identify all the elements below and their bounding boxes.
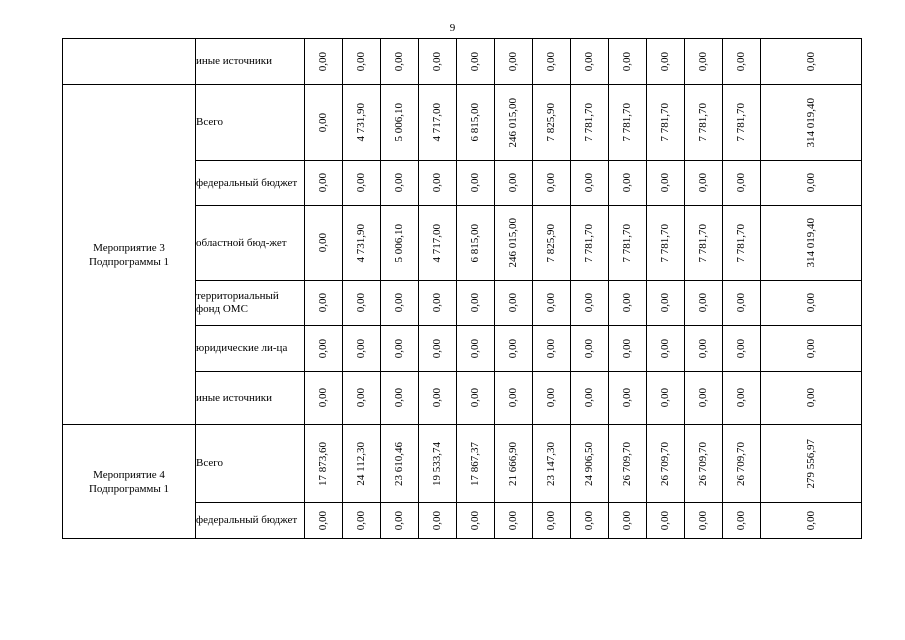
value-text: 0,00 — [469, 293, 481, 313]
value-text: 0,00 — [317, 510, 329, 531]
year-value-cell — [647, 39, 685, 85]
value-text: 0,00 — [583, 173, 595, 193]
year-value-cell — [571, 206, 609, 281]
value-text: 4 717,00 — [431, 103, 443, 142]
value-text: 6 815,00 — [469, 103, 481, 142]
year-value-cell — [571, 503, 609, 539]
value-text: 23 147,30 — [545, 441, 557, 486]
funding-source-cell: территориальный фонд ОМС — [196, 281, 305, 326]
year-value-cell — [533, 161, 571, 206]
event-name-cell: Мероприятие 4 Подпрограммы 1 — [63, 425, 196, 539]
year-value-cell — [305, 372, 343, 425]
year-value-cell — [723, 206, 761, 281]
year-value-cell — [305, 281, 343, 326]
year-value-cell — [533, 425, 571, 503]
value-text: 0,00 — [659, 388, 671, 408]
value-text: 7 825,90 — [545, 223, 557, 263]
year-value-cell — [419, 161, 457, 206]
value-text: 26 709,70 — [659, 441, 671, 486]
value-text: 246 015,00 — [507, 97, 519, 148]
value-text: 0,00 — [393, 51, 405, 72]
value-text: 0,00 — [621, 173, 633, 193]
value-text: 0,00 — [431, 293, 443, 313]
value-text: 0,00 — [393, 510, 405, 531]
year-value-cell — [609, 326, 647, 372]
value-text: 0,00 — [735, 338, 747, 359]
year-value-cell — [343, 425, 381, 503]
budget-table — [62, 38, 862, 539]
total-value-cell — [761, 39, 862, 85]
year-value-cell — [495, 503, 533, 539]
year-value-cell — [647, 85, 685, 161]
value-text: 17 867,37 — [469, 441, 481, 486]
year-value-cell — [495, 425, 533, 503]
year-value-cell — [609, 425, 647, 503]
value-text: 0,00 — [659, 293, 671, 313]
year-value-cell — [723, 372, 761, 425]
value-text: 0,00 — [545, 338, 557, 359]
year-value-cell — [723, 425, 761, 503]
value-text: 0,00 — [431, 388, 443, 408]
value-text: 0,00 — [659, 173, 671, 193]
value-text: 279 556,97 — [804, 438, 817, 489]
value-text: 7 781,70 — [659, 103, 671, 142]
value-text: 0,00 — [735, 173, 747, 193]
year-value-cell — [419, 372, 457, 425]
value-text: 0,00 — [659, 510, 671, 531]
value-text: 7 781,70 — [621, 103, 633, 142]
value-text: 6 815,00 — [469, 223, 481, 263]
value-text: 7 825,90 — [545, 103, 557, 142]
value-text: 0,00 — [431, 510, 443, 531]
value-text: 0,00 — [507, 293, 519, 313]
year-value-cell — [571, 161, 609, 206]
year-value-cell — [533, 39, 571, 85]
funding-source-cell: иные источники — [196, 372, 305, 425]
funding-source-cell: федеральный бюджет — [196, 503, 305, 539]
value-text: 0,00 — [393, 388, 405, 408]
year-value-cell — [419, 503, 457, 539]
value-text: 7 781,70 — [735, 103, 747, 142]
value-text: 4 731,90 — [355, 103, 367, 142]
value-text: 0,00 — [735, 388, 747, 408]
value-text: 0,00 — [621, 388, 633, 408]
value-text: 0,00 — [804, 388, 817, 408]
value-text: 0,00 — [659, 51, 671, 72]
value-text: 0,00 — [355, 388, 367, 408]
year-value-cell — [647, 326, 685, 372]
year-value-cell — [343, 39, 381, 85]
event-name-cell: Мероприятие 3 Подпрограммы 1 — [63, 85, 196, 425]
year-value-cell — [343, 503, 381, 539]
year-value-cell — [343, 372, 381, 425]
value-text: 24 112,30 — [355, 441, 367, 486]
year-value-cell — [723, 503, 761, 539]
year-value-cell — [723, 326, 761, 372]
funding-source-cell: Всего — [196, 85, 305, 161]
year-value-cell — [647, 281, 685, 326]
year-value-cell — [647, 425, 685, 503]
value-text: 0,00 — [507, 510, 519, 531]
value-text: 0,00 — [431, 338, 443, 359]
value-text: 0,00 — [621, 510, 633, 531]
year-value-cell — [381, 425, 419, 503]
value-text: 0,00 — [621, 338, 633, 359]
total-value-cell — [761, 425, 862, 503]
value-text: 0,00 — [469, 173, 481, 193]
year-value-cell — [381, 85, 419, 161]
value-text: 26 709,70 — [621, 441, 633, 486]
total-value-cell — [761, 503, 862, 539]
value-text: 0,00 — [431, 51, 443, 72]
value-text: 0,00 — [804, 51, 817, 72]
total-value-cell — [761, 161, 862, 206]
year-value-cell — [305, 503, 343, 539]
value-text: 0,00 — [583, 51, 595, 72]
year-value-cell — [381, 503, 419, 539]
year-value-cell — [495, 39, 533, 85]
value-text: 0,00 — [583, 388, 595, 408]
value-text: 0,00 — [735, 51, 747, 72]
year-value-cell — [609, 503, 647, 539]
year-value-cell — [571, 372, 609, 425]
year-value-cell — [723, 161, 761, 206]
value-text: 0,00 — [507, 173, 519, 193]
year-value-cell — [381, 39, 419, 85]
year-value-cell — [305, 326, 343, 372]
value-text: 0,00 — [317, 388, 329, 408]
value-text: 314 019,40 — [804, 97, 817, 148]
value-text: 0,00 — [804, 338, 817, 359]
value-text: 7 781,70 — [697, 223, 709, 263]
value-text: 0,00 — [431, 173, 443, 193]
value-text: 5 006,10 — [393, 103, 405, 142]
value-text: 0,00 — [697, 51, 709, 72]
total-value-cell — [761, 85, 862, 161]
value-text: 7 781,70 — [583, 223, 595, 263]
value-text: 0,00 — [317, 293, 329, 313]
year-value-cell — [609, 281, 647, 326]
year-value-cell — [533, 85, 571, 161]
year-value-cell — [305, 206, 343, 281]
value-text: 19 533,74 — [431, 441, 443, 486]
year-value-cell — [305, 39, 343, 85]
value-text: 0,00 — [621, 293, 633, 313]
year-value-cell — [685, 206, 723, 281]
year-value-cell — [533, 503, 571, 539]
year-value-cell — [495, 326, 533, 372]
year-value-cell — [419, 281, 457, 326]
year-value-cell — [609, 372, 647, 425]
year-value-cell — [495, 281, 533, 326]
year-value-cell — [381, 161, 419, 206]
year-value-cell — [571, 425, 609, 503]
year-value-cell — [723, 85, 761, 161]
year-value-cell — [457, 39, 495, 85]
value-text: 0,00 — [317, 338, 329, 359]
year-value-cell — [381, 372, 419, 425]
value-text: 0,00 — [545, 510, 557, 531]
value-text: 0,00 — [583, 510, 595, 531]
value-text: 0,00 — [393, 173, 405, 193]
year-value-cell — [571, 39, 609, 85]
value-text: 0,00 — [804, 510, 817, 531]
value-text: 23 610,46 — [393, 441, 405, 486]
value-text: 246 015,00 — [507, 218, 519, 268]
table-row — [63, 85, 862, 161]
value-text: 0,00 — [317, 173, 329, 193]
value-text: 5 006,10 — [393, 223, 405, 263]
year-value-cell — [685, 372, 723, 425]
year-value-cell — [609, 161, 647, 206]
year-value-cell — [419, 425, 457, 503]
year-value-cell — [457, 161, 495, 206]
value-text: 0,00 — [393, 293, 405, 313]
funding-source-cell: Всего — [196, 425, 305, 503]
year-value-cell — [495, 372, 533, 425]
year-value-cell — [571, 326, 609, 372]
year-value-cell — [419, 85, 457, 161]
value-text: 7 781,70 — [659, 223, 671, 263]
year-value-cell — [457, 85, 495, 161]
funding-source-cell: федеральный бюджет — [196, 161, 305, 206]
value-text: 7 781,70 — [583, 103, 595, 142]
value-text: 0,00 — [545, 51, 557, 72]
year-value-cell — [685, 425, 723, 503]
year-value-cell — [495, 85, 533, 161]
value-text: 0,00 — [355, 173, 367, 193]
year-value-cell — [457, 281, 495, 326]
value-text: 0,00 — [659, 338, 671, 359]
year-value-cell — [419, 206, 457, 281]
year-value-cell — [533, 326, 571, 372]
year-value-cell — [609, 85, 647, 161]
year-value-cell — [381, 326, 419, 372]
funding-source-cell: иные источники — [196, 39, 305, 85]
year-value-cell — [343, 161, 381, 206]
year-value-cell — [343, 326, 381, 372]
year-value-cell — [723, 39, 761, 85]
value-text: 0,00 — [469, 510, 481, 531]
year-value-cell — [457, 425, 495, 503]
year-value-cell — [419, 326, 457, 372]
value-text: 0,00 — [355, 510, 367, 531]
event-name-cell — [63, 39, 196, 85]
year-value-cell — [381, 206, 419, 281]
value-text: 0,00 — [469, 338, 481, 359]
value-text: 0,00 — [735, 510, 747, 531]
value-text: 0,00 — [317, 233, 329, 253]
year-value-cell — [305, 85, 343, 161]
year-value-cell — [685, 326, 723, 372]
year-value-cell — [647, 372, 685, 425]
value-text: 0,00 — [507, 388, 519, 408]
value-text: 0,00 — [583, 293, 595, 313]
year-value-cell — [685, 281, 723, 326]
value-text: 0,00 — [317, 51, 329, 72]
year-value-cell — [495, 161, 533, 206]
value-text: 0,00 — [697, 338, 709, 359]
value-text: 7 781,70 — [621, 223, 633, 263]
value-text: 7 781,70 — [735, 223, 747, 263]
funding-source-cell: юридические ли-ца — [196, 326, 305, 372]
year-value-cell — [685, 39, 723, 85]
value-text: 0,00 — [355, 338, 367, 359]
value-text: 0,00 — [697, 293, 709, 313]
year-value-cell — [343, 206, 381, 281]
year-value-cell — [533, 206, 571, 281]
year-value-cell — [723, 281, 761, 326]
year-value-cell — [457, 206, 495, 281]
year-value-cell — [609, 39, 647, 85]
year-value-cell — [647, 206, 685, 281]
value-text: 0,00 — [545, 388, 557, 408]
year-value-cell — [571, 85, 609, 161]
value-text: 0,00 — [804, 293, 817, 313]
year-value-cell — [457, 503, 495, 539]
year-value-cell — [685, 85, 723, 161]
value-text: 21 666,90 — [507, 441, 519, 486]
year-value-cell — [647, 161, 685, 206]
value-text: 26 709,70 — [735, 441, 747, 486]
value-text: 26 709,70 — [697, 441, 709, 486]
year-value-cell — [685, 161, 723, 206]
value-text: 17 873,60 — [317, 441, 329, 486]
value-text: 0,00 — [507, 338, 519, 359]
value-text: 0,00 — [697, 388, 709, 408]
year-value-cell — [685, 503, 723, 539]
year-value-cell — [495, 206, 533, 281]
total-value-cell — [761, 281, 862, 326]
value-text: 0,00 — [583, 338, 595, 359]
year-value-cell — [381, 281, 419, 326]
value-text: 0,00 — [469, 388, 481, 408]
value-text: 0,00 — [545, 293, 557, 313]
page-number: 9 — [449, 22, 456, 34]
value-text: 4 731,90 — [355, 223, 367, 263]
year-value-cell — [533, 372, 571, 425]
year-value-cell — [343, 85, 381, 161]
total-value-cell — [761, 206, 862, 281]
table-row — [63, 39, 862, 85]
total-value-cell — [761, 372, 862, 425]
value-text: 0,00 — [735, 293, 747, 313]
year-value-cell — [647, 503, 685, 539]
value-text: 0,00 — [697, 510, 709, 531]
total-value-cell — [761, 326, 862, 372]
year-value-cell — [457, 372, 495, 425]
value-text: 24 906,50 — [583, 441, 595, 486]
value-text: 0,00 — [804, 173, 817, 193]
year-value-cell — [305, 425, 343, 503]
year-value-cell — [609, 206, 647, 281]
year-value-cell — [343, 281, 381, 326]
year-value-cell — [533, 281, 571, 326]
funding-source-cell: областной бюд-жет — [196, 206, 305, 281]
table-row — [63, 425, 862, 503]
value-text: 0,00 — [621, 51, 633, 72]
year-value-cell — [571, 281, 609, 326]
year-value-cell — [457, 326, 495, 372]
value-text: 0,00 — [545, 173, 557, 193]
value-text: 0,00 — [317, 112, 329, 133]
value-text: 0,00 — [355, 293, 367, 313]
value-text: 0,00 — [697, 173, 709, 193]
value-text: 0,00 — [507, 51, 519, 72]
value-text: 4 717,00 — [431, 223, 443, 263]
value-text: 0,00 — [393, 338, 405, 359]
value-text: 314 019,40 — [804, 218, 817, 268]
value-text: 7 781,70 — [697, 103, 709, 142]
value-text: 0,00 — [355, 51, 367, 72]
year-value-cell — [419, 39, 457, 85]
year-value-cell — [305, 161, 343, 206]
value-text: 0,00 — [469, 51, 481, 72]
